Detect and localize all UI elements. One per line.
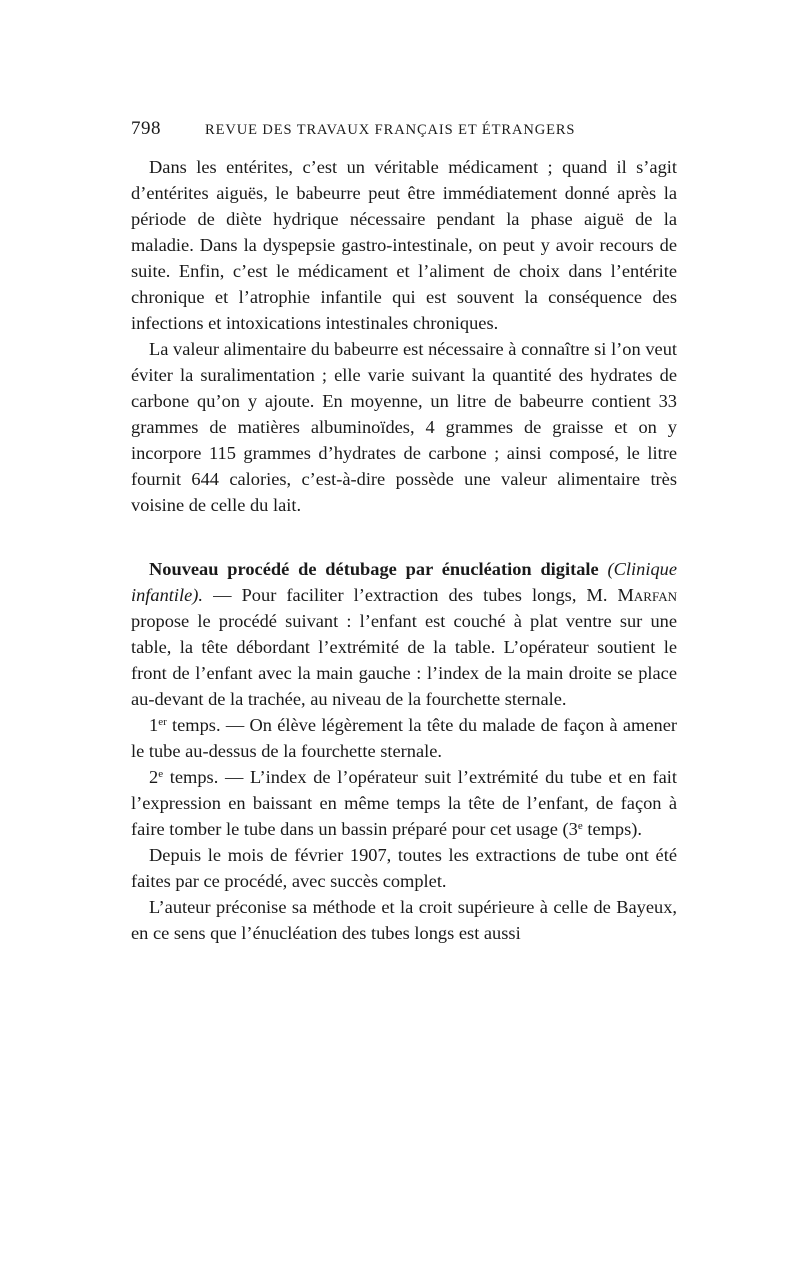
section-title: Nouveau procédé de détubage par énucléation digitale bbox=[149, 559, 599, 579]
section-intro bbox=[131, 556, 677, 712]
paragraph-enterites: Dans les entérites, c’est un véritable médicament ; quand il s’agit d’entérites aiguës, le babeurre peut être immédiatement donné après la période de diète hydrique nécessaire pendant la phase aiguë de la maladie. Dans la dyspepsie gastro-intestinale, on peut y avoir recours de suite. Enfin, c’est le médicament et l’aliment de choix dans l’entérite chronique et l’atrophie infantile qui est souvent la conséquence des infections et intoxications intestinales chroniques. bbox=[131, 157, 677, 333]
paragraph-conclusion: L’auteur préconise sa méthode et la croit supérieure à celle de Bayeux, en ce sens que l’énucléation des tubes longs est aussi bbox=[131, 897, 677, 943]
page-number: 798 bbox=[131, 118, 161, 139]
section-source: (Clinique infantile). bbox=[131, 559, 677, 605]
step-one-ordinal: er bbox=[158, 716, 167, 728]
document-page bbox=[131, 118, 677, 946]
step-three-ordinal: e bbox=[577, 820, 583, 832]
step-one-text: temps. — On élève légèrement la tête du malade de façon à amener le tube au-dessus de la fourchette sternale. bbox=[131, 715, 677, 761]
running-title: REVUE DES TRAVAUX FRANÇAIS ET ÉTRANGERS bbox=[205, 122, 576, 138]
paragraph-depuis: Depuis le mois de février 1907, toutes les extractions de tube ont été faites par ce procédé, avec succès complet. bbox=[131, 845, 677, 891]
step-two bbox=[131, 764, 677, 842]
page-header bbox=[131, 118, 677, 142]
step-two-text: temps. — L’index de l’opérateur suit l’extrémité du tube et en fait l’expression en baissant en même temps la tête de l’enfant, de façon à faire tomber le tube dans un bassin préparé pour cet usage ( bbox=[131, 767, 677, 839]
section-intro-dash: — Pour faciliter l’extraction des tubes longs, M. bbox=[203, 585, 618, 605]
step-one bbox=[131, 712, 677, 764]
paragraph-valeur-alimentaire: La valeur alimentaire du babeurre est nécessaire à connaître si l’on veut éviter la suralimentation ; elle varie suivant la quantité des hydrates de carbone qu’on y ajoute. En moyenne, un litre de babeurre contient 33 grammes de matières albuminoïdes, 4 grammes de graisse et on y incorpore 115 grammes d’hydrates de carbone ; ainsi composé, le litre fournit 644 calories, c’est-à-dire possède une valeur alimentaire très voisine de celle du lait. bbox=[131, 339, 677, 515]
step-two-ordinal: e bbox=[158, 768, 164, 780]
section-spacer bbox=[131, 518, 677, 556]
author-name: Marfan bbox=[617, 585, 677, 605]
step-two-number: 2 bbox=[149, 767, 159, 787]
step-three-number: 3 bbox=[568, 819, 578, 839]
step-three-text: temps). bbox=[582, 819, 642, 839]
section-intro-rest: propose le procédé suivant : l’enfant est couché à plat ventre sur une table, la tête débordant l’extrémité de la table. L’opérateur soutient le front de l’enfant avec la main gauche : l’index de la main droite se place au-devant de la trachée, au niveau de la fourchette sternale. bbox=[131, 611, 677, 709]
step-one-number: 1 bbox=[149, 715, 159, 735]
